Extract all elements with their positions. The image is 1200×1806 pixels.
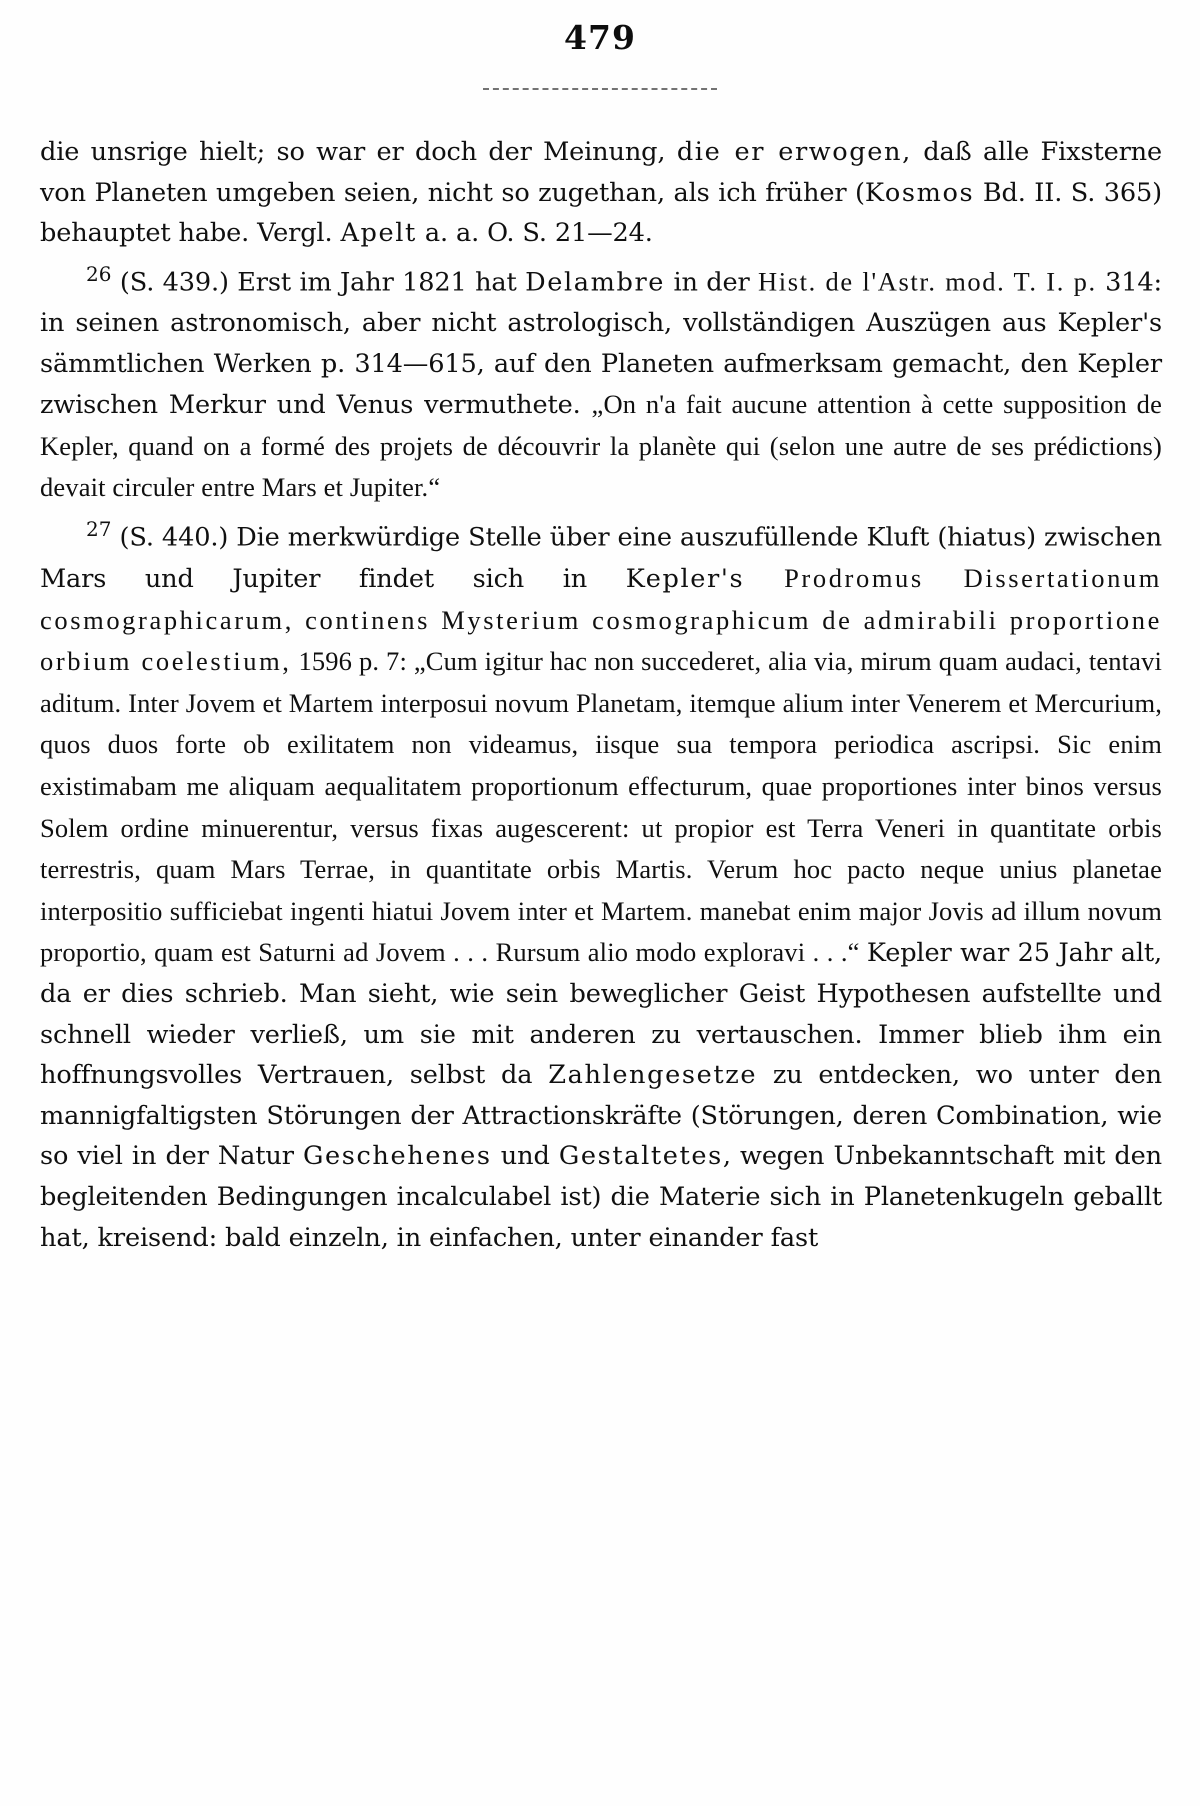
text-run: , wegen Unbekanntschaft mit den begleitenden Bedingungen incalculabel ist) die Materie sich in Planetenkugeln geballt hat, kreisend: bald einzeln, in einfachen, unter einander fast [40, 1141, 1162, 1253]
text-run: die er erwogen, [676, 137, 912, 167]
text-run: a. a. O. S. 21—24. [416, 218, 653, 249]
text-run: Delambre [525, 267, 666, 298]
text-run: Kepler's [625, 564, 745, 594]
text-run: Bd. II. S. 365) behauptet habe. Vergl. [40, 177, 1162, 249]
text-run: daß alle Fixsterne von Planeten umgeben seien, nicht so zugethan, als ich früher ( [40, 137, 1162, 208]
footnote-marker: 27 [86, 516, 112, 541]
text-run: Kosmos [864, 177, 975, 208]
text-run: Prodromus Dissertationum cosmographicarum, continens Mysterium cosmographicum de admirabili proportione orbium coelestium, [40, 563, 1162, 677]
text-run: die unsrige hielt; so war er doch der Meinung, [40, 137, 677, 167]
page-body [40, 132, 1162, 1258]
footnote-26 [40, 254, 1162, 509]
text-run: (S. 440.) Die merkwürdige Stelle über eine auszufüllende Kluft (hiatus) zwischen Mars und Jupiter findet sich in [40, 522, 1162, 594]
text-run: zu entdecken, wo unter den mannigfaltigsten Störungen der Attractionskräfte (Störungen, deren Combination, wie so viel in der Natur [40, 1060, 1162, 1172]
text-run: 314: in seinen astronomisch, aber nicht astrologisch, vollständigen Auszügen aus Kepler's sämmtlichen Werken p. 314—615, auf den Planeten aufmerksam gemacht, den Kepler zwischen Merkur und Venus vermuthete. [40, 267, 1162, 421]
text-run: Kepler [866, 938, 952, 969]
text-run: in der [665, 267, 759, 298]
paragraph-continued [40, 132, 1162, 254]
page-number: 479 [564, 18, 636, 57]
text-run: war 25 Jahr alt, da er dies schrieb. Man sieht, wie sein beweglicher Geist Hypothesen aufstellte und schnell wieder verließ, um sie mit anderen zu vertauschen. Immer blieb ihm ein hoffnungsvolles Vertrauen, selbst da [40, 938, 1162, 1091]
text-run: Hist. de l'Astr. mod. T. I. p. [758, 266, 1097, 297]
text-run: Gestaltetes [558, 1141, 723, 1172]
text-run: 1596 p. 7: „Cum igitur hac non succederet, alia via, mirum quam audaci, tentavi aditum. Inter Jovem et Martem interposui novum Planetam, itemque alium inter Venerem et Mercurium, quos duos forte ob exilitatem non videamus, iisque sua tempora periodica ascripsi. Sic enim existimabam me aliquam aequalitatem proportionum effecturum, quae proportiones inter binos versus Solem ordine minuerentur, versus fixas augescerent: ut propior est Terra Veneri in quantitate orbis terrestris, quam Mars Terrae, in quantitate orbis Martis. Verum hoc pacto neque unius planetae interpositio sufficiebat ingenti hiatui Jovem inter et Martem. manebat enim major Jovis ad illum novum proportio, quam est Saturni ad Jovem . . . Rursum alio modo exploravi . . .“ [40, 646, 1162, 968]
text-run: „On n'a fait aucune attention à cette supposition de Kepler, quand on a formé des projets de découvrir la planète qui (selon une autre de ses prédictions) devait circuler entre Mars et Jupiter.“ [40, 389, 1162, 503]
footnote-27 [40, 509, 1162, 1258]
text-run: und [491, 1141, 559, 1172]
text-run: (S. 439.) Erst im Jahr 1821 hat [111, 267, 526, 298]
footnote-marker: 26 [86, 261, 112, 286]
text-run: Zahlengesetze [548, 1060, 758, 1091]
header-rule [483, 88, 717, 90]
text-run: Apelt [340, 218, 417, 249]
text-run: Geschehenes [302, 1141, 492, 1172]
